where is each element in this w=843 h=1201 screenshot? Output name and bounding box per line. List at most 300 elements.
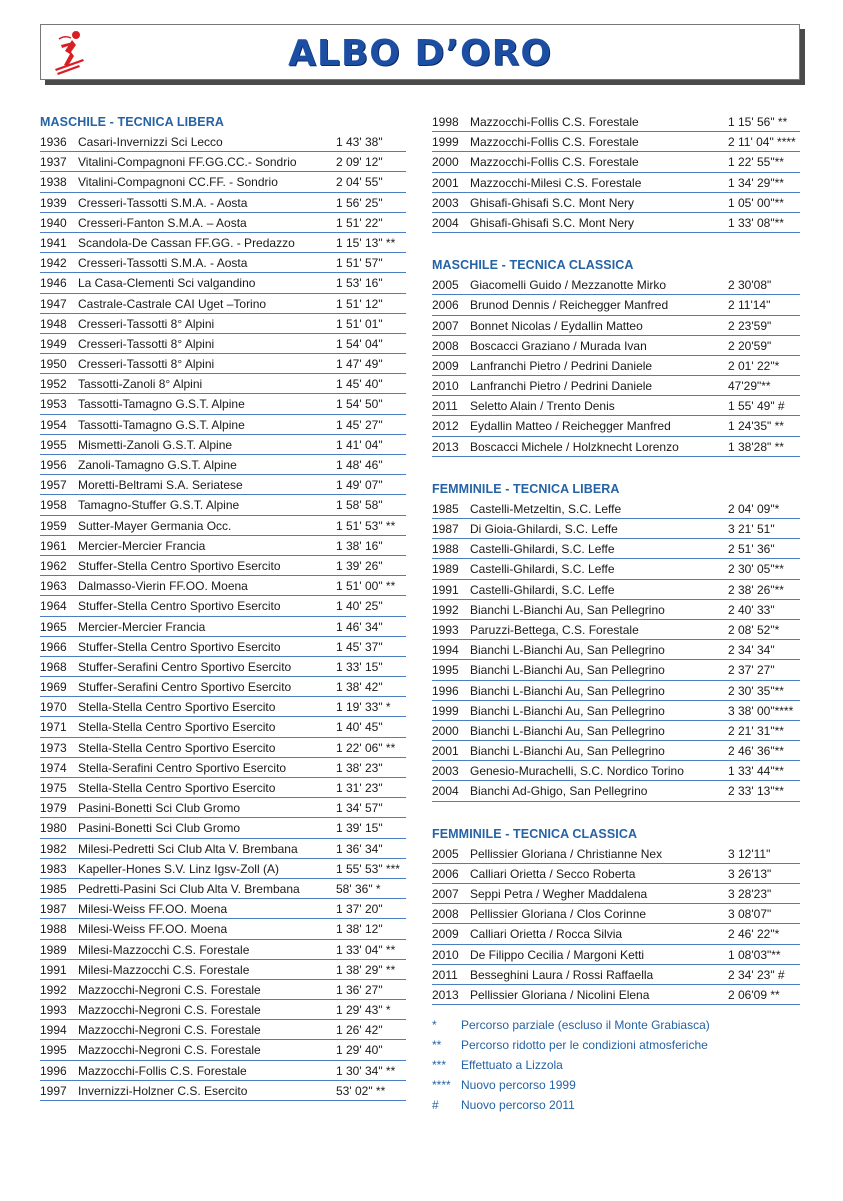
team-cell: Calliari Orietta / Rocca Silvia <box>470 927 623 942</box>
table-row <box>432 132 800 152</box>
table-row <box>40 374 406 394</box>
team-cell: Castelli-Ghilardi, S.C. Leffe <box>470 542 615 557</box>
year-cell: 1940 <box>40 215 67 230</box>
year-cell: 1942 <box>40 256 67 271</box>
table-row <box>432 336 800 356</box>
team-cell: Stella-Stella Centro Sportivo Esercito <box>78 720 276 735</box>
team-cell: Mazzocchi-Follis C.S. Forestale <box>470 115 639 129</box>
team-cell: Tassotti-Tamagno G.S.T. Alpine <box>78 417 245 432</box>
year-cell: 2013 <box>432 987 459 1002</box>
year-cell: 1964 <box>40 599 67 614</box>
table-row <box>432 985 800 1005</box>
table-row <box>40 1020 406 1040</box>
team-cell: Stella-Serafini Centro Sportivo Esercito <box>78 760 287 775</box>
table-row <box>432 152 800 172</box>
time-cell: 53' 02" ** <box>336 1083 386 1098</box>
time-cell: 2 23'59" <box>728 318 772 333</box>
table-row <box>40 152 406 172</box>
table-row <box>40 1040 406 1060</box>
time-cell: 1 48' 46" <box>336 458 383 472</box>
note-symbol: ** <box>432 1038 442 1053</box>
table-row <box>40 334 406 354</box>
table-row <box>40 596 406 616</box>
table-row <box>432 193 800 213</box>
time-cell: 2 21' 31"** <box>728 723 784 738</box>
table-row <box>40 172 406 192</box>
table-row <box>432 316 800 336</box>
team-cell: Milesi-Mazzocchi C.S. Forestale <box>78 942 250 957</box>
table-row <box>432 904 800 924</box>
time-cell: 2 51' 36" <box>728 542 775 557</box>
year-cell: 1992 <box>432 602 459 617</box>
team-cell: Ghisafi-Ghisafi S.C. Mont Nery <box>470 195 635 210</box>
table-row <box>40 314 406 334</box>
time-cell: 1 46' 34" <box>336 619 383 634</box>
year-cell: 2008 <box>432 338 459 353</box>
team-cell: Pasini-Bonetti Sci Club Gromo <box>78 801 241 816</box>
time-cell: 2 20'59" <box>728 338 772 353</box>
time-cell: 1 19' 33" * <box>336 700 391 715</box>
team-cell: Stella-Stella Centro Sportivo Esercito <box>78 740 276 755</box>
year-cell: 1962 <box>40 558 67 573</box>
team-cell: Bonnet Nicolas / Eydallin Matteo <box>470 318 643 333</box>
time-cell: 3 08'07" <box>728 907 772 922</box>
team-cell: Stella-Stella Centro Sportivo Esercito <box>78 781 276 795</box>
year-cell: 1985 <box>40 881 67 896</box>
team-cell: Castelli-Ghilardi, S.C. Leffe <box>470 582 615 597</box>
team-cell: Mercier-Mercier Francia <box>78 538 206 553</box>
team-cell: Vitalini-Compagnoni CC.FF. - Sondrio <box>78 175 278 190</box>
time-cell: 1 45' 40" <box>336 377 383 392</box>
year-cell: 1979 <box>40 801 67 816</box>
team-cell: Cresseri-Tassotti S.M.A. - Aosta <box>78 256 248 271</box>
table-row <box>40 717 406 737</box>
time-cell: 1 33' 44"** <box>728 764 784 779</box>
time-cell: 1 22' 06" ** <box>336 740 396 755</box>
year-cell: 1970 <box>40 700 67 715</box>
team-cell: Sutter-Mayer Germania Occ. <box>78 518 232 533</box>
table-row <box>432 660 800 680</box>
time-cell: 1 15' 56" ** <box>728 115 788 129</box>
year-cell: 2005 <box>432 278 459 293</box>
year-cell: 1992 <box>40 982 67 997</box>
year-cell: 1991 <box>432 582 459 597</box>
table-row <box>432 844 800 864</box>
table-row <box>40 697 406 717</box>
table-row <box>432 864 800 884</box>
time-cell: 1 38'28" ** <box>728 439 784 454</box>
year-cell: 2003 <box>432 195 459 210</box>
table-row <box>432 112 800 132</box>
team-cell: Mazzocchi-Negroni C.S. Forestale <box>78 982 261 997</box>
team-cell: Eydallin Matteo / Reichegger Manfred <box>470 419 671 434</box>
time-cell: 2 30' 35"** <box>728 683 784 698</box>
year-cell: 2004 <box>432 784 459 799</box>
note-text: Nuovo percorso 1999 <box>461 1078 576 1093</box>
team-cell: Tassotti-Tamagno G.S.T. Alpine <box>78 397 245 412</box>
note-item <box>432 1035 800 1055</box>
time-cell: 2 46' 36"** <box>728 744 784 759</box>
table-row <box>40 213 406 233</box>
table-row <box>40 899 406 919</box>
time-cell: 1 54' 04" <box>336 336 383 351</box>
table-row <box>40 818 406 838</box>
team-cell: Mazzocchi-Negroni C.S. Forestale <box>78 1003 261 1018</box>
table-row <box>432 681 800 701</box>
table-row <box>40 435 406 455</box>
table-row <box>432 437 800 457</box>
team-cell: Stella-Stella Centro Sportivo Esercito <box>78 700 276 715</box>
time-cell: 3 12'11" <box>728 846 771 861</box>
results-table-maschile-libera-continued <box>432 112 800 233</box>
time-cell: 1 51' 22" <box>336 215 383 230</box>
year-cell: 2009 <box>432 358 459 373</box>
year-cell: 1963 <box>40 579 67 594</box>
time-cell: 1 08'03"** <box>728 947 781 962</box>
time-cell: 2 08' 52"* <box>728 622 780 637</box>
table-row <box>40 273 406 293</box>
time-cell: 1 54' 50" <box>336 397 383 412</box>
team-cell: Giacomelli Guido / Mezzanotte Mirko <box>470 278 667 293</box>
year-cell: 1993 <box>432 622 459 637</box>
time-cell: 3 28'23" <box>728 887 772 901</box>
year-cell: 1956 <box>40 458 67 472</box>
time-cell: 2 37' 27" <box>728 663 775 678</box>
year-cell: 1995 <box>432 663 459 678</box>
year-cell: 1983 <box>40 861 67 876</box>
table-row <box>432 539 800 559</box>
year-cell: 1952 <box>40 377 67 392</box>
time-cell: 1 33' 15" <box>336 659 383 674</box>
time-cell: 1 39' 26" <box>336 558 383 573</box>
year-cell: 1988 <box>40 922 67 937</box>
year-cell: 1939 <box>40 195 67 210</box>
team-cell: Genesio-Murachelli, S.C. Nordico Torino <box>470 764 684 779</box>
table-row <box>432 295 800 315</box>
time-cell: 1 51' 00" ** <box>336 579 396 594</box>
year-cell: 1995 <box>40 1043 67 1058</box>
team-cell: Bianchi L-Bianchi Au, San Pellegrino <box>470 744 665 759</box>
year-cell: 1974 <box>40 760 67 775</box>
table-row <box>40 455 406 475</box>
time-cell: 1 38' 12" <box>336 922 383 937</box>
table-row <box>40 516 406 536</box>
table-row <box>432 640 800 660</box>
time-cell: 1 40' 45" <box>336 720 383 735</box>
results-table-maschile-libera <box>40 132 406 1101</box>
team-cell: Boscacci Michele / Holzknecht Lorenzo <box>470 439 679 454</box>
team-cell: Stuffer-Serafini Centro Sportivo Esercito <box>78 680 292 695</box>
team-cell: De Filippo Cecilia / Margoni Ketti <box>470 947 645 962</box>
time-cell: 2 34' 34" <box>728 643 775 658</box>
table-row <box>432 600 800 620</box>
note-text: Percorso ridotto per le condizioni atmosferiche <box>461 1038 708 1053</box>
time-cell: 2 38' 26"** <box>728 582 784 597</box>
time-cell: 2 30' 05"** <box>728 562 784 577</box>
table-row <box>40 253 406 273</box>
time-cell: 2 46' 22"* <box>728 927 780 942</box>
team-cell: Castelli-Ghilardi, S.C. Leffe <box>470 562 615 577</box>
year-cell: 1965 <box>40 619 67 634</box>
time-cell: 2 40' 33" <box>728 602 775 617</box>
year-cell: 1985 <box>432 501 459 516</box>
year-cell: 1994 <box>432 643 459 658</box>
team-cell: Kapeller-Hones S.V. Linz Igsv-Zoll (A) <box>78 861 279 876</box>
year-cell: 1937 <box>40 155 67 170</box>
year-cell: 2009 <box>432 927 459 942</box>
time-cell: 1 24'35" ** <box>728 419 784 434</box>
year-cell: 2010 <box>432 947 459 962</box>
table-row <box>40 617 406 637</box>
table-row <box>40 1000 406 1020</box>
team-cell: Tamagno-Stuffer G.S.T. Alpine <box>78 498 240 513</box>
time-cell: 1 37' 20" <box>336 902 383 917</box>
team-cell: Bianchi Ad-Ghigo, San Pellegrino <box>470 784 648 799</box>
time-cell: 2 30'08" <box>728 278 772 293</box>
team-cell: Milesi-Weiss FF.OO. Moena <box>78 902 228 917</box>
time-cell: 2 04' 09"* <box>728 501 780 516</box>
year-cell: 1991 <box>40 962 67 977</box>
table-row <box>40 536 406 556</box>
time-cell: 1 47' 49" <box>336 357 383 372</box>
table-row <box>40 233 406 253</box>
year-cell: 1958 <box>40 498 67 513</box>
year-cell: 2006 <box>432 866 459 881</box>
table-row <box>432 173 800 193</box>
table-row <box>432 924 800 944</box>
year-cell: 1989 <box>432 562 459 577</box>
year-cell: 1950 <box>40 357 67 372</box>
time-cell: 1 55' 49" # <box>728 399 785 414</box>
team-cell: Stuffer-Stella Centro Sportivo Esercito <box>78 599 281 614</box>
team-cell: Stuffer-Stella Centro Sportivo Esercito <box>78 558 281 573</box>
time-cell: 1 33' 08"** <box>728 215 784 230</box>
year-cell: 1949 <box>40 336 67 351</box>
table-row <box>40 859 406 879</box>
note-symbol: *** <box>432 1058 447 1073</box>
section-title-femminile-classica: FEMMINILE - TECNICA CLASSICA <box>432 826 638 841</box>
time-cell: 1 51' 53" ** <box>336 518 396 533</box>
table-row <box>432 416 800 436</box>
table-row <box>40 495 406 515</box>
table-row <box>40 919 406 939</box>
table-row <box>432 701 800 721</box>
time-cell: 2 06'09 ** <box>728 987 780 1002</box>
page-title: ALBO D’ORO <box>288 33 552 74</box>
year-cell: 2000 <box>432 723 459 738</box>
team-cell: Bianchi L-Bianchi Au, San Pellegrino <box>470 643 665 658</box>
year-cell: 2013 <box>432 439 459 454</box>
team-cell: Invernizzi-Holzner C.S. Esercito <box>78 1083 248 1098</box>
time-cell: 3 21' 51" <box>728 522 775 536</box>
time-cell: 1 38' 16" <box>336 538 383 553</box>
team-cell: Bianchi L-Bianchi Au, San Pellegrino <box>470 602 665 617</box>
team-cell: Mismetti-Zanoli G.S.T. Alpine <box>78 437 233 452</box>
team-cell: Pedretti-Pasini Sci Club Alta V. Brembana <box>78 881 300 896</box>
time-cell: 1 15' 13" ** <box>336 235 396 250</box>
time-cell: 2 04' 55" <box>336 175 383 190</box>
team-cell: Mazzocchi-Follis C.S. Forestale <box>470 155 639 170</box>
note-item <box>432 1075 800 1095</box>
time-cell: 1 39' 15" <box>336 821 383 836</box>
team-cell: Milesi-Pedretti Sci Club Alta V. Brembana <box>78 841 298 856</box>
time-cell: 1 45' 27" <box>336 417 383 432</box>
table-row <box>432 965 800 985</box>
time-cell: 3 38' 00"**** <box>728 703 794 718</box>
note-text: Nuovo percorso 2011 <box>461 1098 575 1113</box>
team-cell: Pellissier Gloriana / Nicolini Elena <box>470 987 650 1002</box>
year-cell: 2005 <box>432 846 459 861</box>
year-cell: 2011 <box>432 399 458 414</box>
team-cell: Scandola-De Cassan FF.GG. - Predazzo <box>78 235 295 250</box>
table-row <box>432 945 800 965</box>
time-cell: 1 29' 40" <box>336 1043 383 1058</box>
time-cell: 1 51' 01" <box>336 316 383 331</box>
team-cell: La Casa-Clementi Sci valgandino <box>78 276 256 291</box>
team-cell: Cresseri-Tassotti 8° Alpini <box>78 316 215 331</box>
table-row <box>432 519 800 539</box>
year-cell: 2012 <box>432 419 459 434</box>
table-row <box>40 132 406 152</box>
time-cell: 1 49' 07" <box>336 478 383 493</box>
team-cell: Bianchi L-Bianchi Au, San Pellegrino <box>470 723 665 738</box>
year-cell: 1961 <box>40 538 67 553</box>
time-cell: 1 36' 34" <box>336 841 383 856</box>
table-row <box>432 620 800 640</box>
year-cell: 1973 <box>40 740 67 755</box>
time-cell: 1 51' 57" <box>336 256 383 271</box>
table-row <box>40 556 406 576</box>
time-cell: 1 30' 34" ** <box>336 1063 396 1078</box>
team-cell: Pellissier Gloriana / Christianne Nex <box>470 846 663 861</box>
note-item <box>432 1015 800 1035</box>
year-cell: 2001 <box>432 175 459 190</box>
table-row <box>40 839 406 859</box>
year-cell: 2008 <box>432 907 459 922</box>
team-cell: Mazzocchi-Follis C.S. Forestale <box>470 135 639 150</box>
team-cell: Di Gioia-Ghilardi, S.C. Leffe <box>470 522 618 536</box>
team-cell: Pasini-Bonetti Sci Club Gromo <box>78 821 241 836</box>
time-cell: 1 34' 29"** <box>728 175 784 190</box>
table-row <box>432 761 800 781</box>
time-cell: 2 09' 12" <box>336 155 383 170</box>
team-cell: Stuffer-Stella Centro Sportivo Esercito <box>78 639 281 654</box>
year-cell: 1948 <box>40 316 67 331</box>
team-cell: Seletto Alain / Trento Denis <box>470 399 615 414</box>
year-cell: 1971 <box>40 720 67 735</box>
table-row <box>40 394 406 414</box>
team-cell: Mercier-Mercier Francia <box>78 619 206 634</box>
table-row <box>40 778 406 798</box>
team-cell: Tassotti-Zanoli 8° Alpini <box>78 377 203 392</box>
table-row <box>40 193 406 213</box>
table-row <box>432 741 800 761</box>
year-cell: 1975 <box>40 781 67 795</box>
table-row <box>432 396 800 416</box>
year-cell: 1998 <box>432 115 459 129</box>
year-cell: 2011 <box>432 967 458 982</box>
year-cell: 1947 <box>40 296 67 311</box>
team-cell: Paruzzi-Bettega, C.S. Forestale <box>470 622 639 637</box>
table-row <box>40 354 406 374</box>
time-cell: 47'29"** <box>728 379 771 394</box>
time-cell: 1 34' 57" <box>336 801 383 816</box>
time-cell: 2 11'14" <box>728 298 771 313</box>
team-cell: Cresseri-Tassotti 8° Alpini <box>78 336 215 351</box>
year-cell: 1955 <box>40 437 67 452</box>
team-cell: Boscacci Graziano / Murada Ivan <box>470 338 647 353</box>
table-row <box>40 475 406 495</box>
left-column <box>40 112 406 1101</box>
time-cell: 3 26'13" <box>728 866 772 881</box>
table-row <box>40 415 406 435</box>
time-cell: 2 01' 22"* <box>728 358 780 373</box>
table-row <box>40 677 406 697</box>
team-cell: Moretti-Beltrami S.A. Seriatese <box>78 478 243 493</box>
year-cell: 2010 <box>432 379 459 394</box>
time-cell: 1 53' 16" <box>336 276 383 291</box>
time-cell: 1 38' 23" <box>336 760 383 775</box>
table-row <box>40 657 406 677</box>
time-cell: 1 38' 42" <box>336 680 383 695</box>
team-cell: Mazzocchi-Negroni C.S. Forestale <box>78 1043 261 1058</box>
section-title-maschile-classica: MASCHILE - TECNICA CLASSICA <box>432 258 634 273</box>
year-cell: 1941 <box>40 235 67 250</box>
year-cell: 1987 <box>432 522 459 536</box>
table-row <box>432 275 800 295</box>
year-cell: 1996 <box>432 683 459 698</box>
year-cell: 2003 <box>432 764 459 779</box>
team-cell: Milesi-Mazzocchi C.S. Forestale <box>78 962 250 977</box>
year-cell: 1959 <box>40 518 67 533</box>
team-cell: Bianchi L-Bianchi Au, San Pellegrino <box>470 703 665 718</box>
table-row <box>432 376 800 396</box>
year-cell: 1994 <box>40 1023 67 1038</box>
team-cell: Lanfranchi Pietro / Pedrini Daniele <box>470 358 653 373</box>
table-row <box>40 980 406 1000</box>
time-cell: 1 05' 00"** <box>728 195 784 210</box>
note-text: Percorso parziale (escluso il Monte Grabiasca) <box>461 1018 710 1033</box>
note-item <box>432 1055 800 1075</box>
year-cell: 1936 <box>40 135 67 149</box>
year-cell: 1980 <box>40 821 67 836</box>
time-cell: 2 11' 04" **** <box>728 135 796 150</box>
table-row <box>432 213 800 233</box>
table-row <box>40 879 406 899</box>
note-symbol: * <box>432 1018 437 1033</box>
time-cell: 2 34' 23" # <box>728 967 785 982</box>
time-cell: 1 51' 12" <box>336 296 383 311</box>
table-row <box>40 738 406 758</box>
team-cell: Mazzocchi-Follis C.S. Forestale <box>78 1063 247 1078</box>
year-cell: 1957 <box>40 478 67 493</box>
team-cell: Stuffer-Serafini Centro Sportivo Esercito <box>78 659 292 674</box>
time-cell: 1 40' 25" <box>336 599 383 614</box>
table-row <box>40 758 406 778</box>
time-cell: 1 31' 23" <box>336 781 383 795</box>
year-cell: 1954 <box>40 417 67 432</box>
time-cell: 1 41' 04" <box>336 437 383 452</box>
team-cell: Zanoli-Tamagno G.S.T. Alpine <box>78 458 237 472</box>
table-row <box>432 580 800 600</box>
year-cell: 1953 <box>40 397 67 412</box>
year-cell: 1938 <box>40 175 67 190</box>
time-cell: 1 56' 25" <box>336 195 383 210</box>
team-cell: Castrale-Castrale CAI Uget –Torino <box>78 296 267 311</box>
legend-notes <box>432 1015 800 1115</box>
year-cell: 2004 <box>432 215 459 230</box>
year-cell: 1966 <box>40 639 67 654</box>
